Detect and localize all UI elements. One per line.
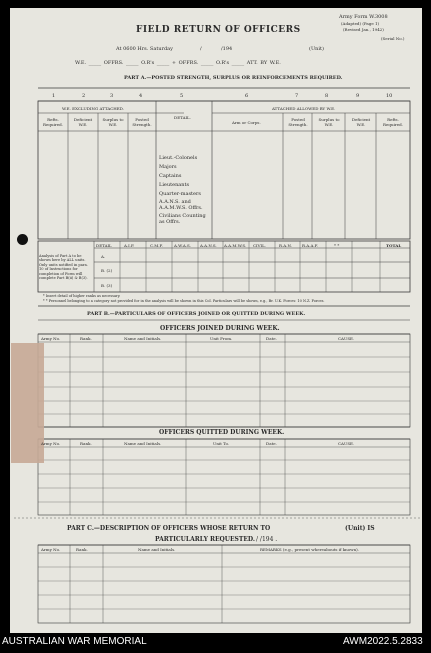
joined-col-unit-from: Unit From.: [210, 336, 233, 341]
col-number-4: 4: [139, 93, 143, 99]
footer-accession: AWM2022.5.2833: [343, 636, 423, 647]
rank-lieut-colonels: Lieut.-Colonels: [159, 155, 198, 161]
group-attached-allowed: ATTACHED ALLOWED BY W.E.: [272, 106, 336, 111]
date-year: /194: [221, 46, 233, 52]
col-att-surplus: Surplus to W.E.: [318, 117, 340, 127]
joined-col-rank: Rank.: [80, 336, 92, 341]
analysis-col-aamws: A.A.M.W.S.: [224, 243, 247, 248]
form-adapted: (Adapted) (Page 1): [341, 21, 380, 26]
analysis-col-civil: CIVIL.: [253, 243, 267, 248]
rank-aans-aamws: A.A.N.S. and A.A.M.W.S. Offrs.: [159, 199, 203, 211]
rank-majors: Majors: [159, 164, 177, 170]
part-a-title: PART A.—POSTED STRENGTH, SURPLUS OR REINFORCEMENTS REQUIRED.: [124, 75, 343, 81]
form-revised: (Revised Jan., 1942): [343, 27, 384, 32]
analysis-col-total: TOTAL: [386, 243, 402, 248]
at-hours-line: At 0600 Hrs. Saturday: [116, 46, 173, 52]
col-number-7: 7: [295, 93, 299, 99]
part-c-date: / /194 .: [256, 536, 278, 543]
analysis-note: Analysis of Part A to be shown here by ALL units. Only units notified in para. 10 of Instructions for completion of Form will complete Part B(ii) & B(3).: [39, 254, 88, 281]
col-surplus-we: Surplus to W.E.: [102, 117, 124, 127]
col-refts-required: Refts. Required.: [43, 117, 63, 127]
col-number-2: 2: [82, 93, 86, 99]
joined-title: OFFICERS JOINED DURING WEEK.: [160, 325, 280, 332]
col-number-9: 9: [356, 93, 360, 99]
footnote-2: * * Personnel belonging to a category not provided for in the analysis will be shown in this Col. Particulars will be shown, e.g., Br. U.K. Forces: 10 N.Z. Forces.: [43, 299, 325, 303]
rank-captains: Captains: [159, 173, 182, 179]
footer-institution: AUSTRALIAN WAR MEMORIAL: [2, 636, 147, 647]
analysis-col-ran: R.A.N.: [279, 243, 292, 248]
analysis-row-b2: B. (2): [101, 268, 113, 273]
part-c-title: PART C.—DESCRIPTION OF OFFICERS WHOSE RETURN TO: [67, 525, 271, 532]
part-c-col-name: Name and Initials.: [138, 547, 176, 552]
col-number-10: 10: [386, 93, 393, 99]
analysis-col-cmf: C.M.F.: [150, 243, 163, 248]
part-c-col-remarks: REMARKS (e.g., present whereabouts if known).: [260, 547, 359, 552]
quitted-col-rank: Rank.: [80, 441, 92, 446]
part-c-unit-is: (Unit) IS: [345, 525, 375, 532]
analysis-col-aans: A.A.N.S.: [200, 243, 217, 248]
analysis-col-aif: A.I.F.: [124, 243, 135, 248]
adhesive-tape-strip: [11, 343, 44, 463]
col-number-8: 8: [325, 93, 329, 99]
joined-col-date: Date.: [266, 336, 277, 341]
part-c-col-rank: Rank.: [76, 547, 88, 552]
quitted-col-army-no: Army No.: [41, 441, 61, 446]
rank-civilians: Civilians Counting as Offrs.: [159, 213, 206, 225]
form-title: FIELD RETURN OF OFFICERS: [136, 25, 301, 35]
col-number-1: 1: [52, 93, 56, 99]
analysis-row-b3: B. (3): [101, 283, 113, 288]
quitted-col-name: Name and Initials.: [124, 441, 162, 446]
unit-label: (Unit): [309, 46, 324, 52]
col-number-5: 5: [180, 93, 184, 99]
quitted-title: OFFICERS QUITTED DURING WEEK.: [159, 429, 285, 436]
col-number-6: 6: [245, 93, 249, 99]
col-arm-corps: Arm or Corps.: [232, 120, 261, 125]
col-att-posted: Posted Strength.: [288, 117, 308, 127]
serial-label: (Serial No.): [381, 36, 405, 41]
form-number: Army Form W.3008: [339, 14, 388, 20]
quitted-col-cause: CAUSE.: [338, 441, 355, 446]
analysis-col-other: * *: [334, 243, 340, 248]
part-b-title: PART B.—PARTICULARS OF OFFICERS JOINED OR QUITTED DURING WEEK.: [87, 311, 306, 317]
we-line: W.E. _____ OFFRS. _____ O.R's _____ + OFFRS. _____ O.R's _____ ATT. BY W.E.: [75, 60, 281, 66]
analysis-col-awas: A.W.A.S.: [174, 243, 191, 248]
col-deficient-we: Deficient W.E.: [73, 117, 93, 127]
date-slash: /: [200, 46, 202, 52]
rank-lieutenants: Lieutenants: [159, 182, 190, 188]
col-att-deficient: Deficient W.E.: [351, 117, 371, 127]
part-c-requested: PARTICULARLY REQUESTED.: [155, 536, 255, 543]
joined-col-cause: CAUSE.: [338, 336, 355, 341]
analysis-col-detail: DETAIL: [96, 243, 112, 248]
quitted-col-date: Date.: [266, 441, 277, 446]
quitted-col-unit-to: Unit To.: [213, 441, 230, 446]
joined-col-army-no: Army No.: [41, 336, 61, 341]
part-c-col-army-no: Army No.: [41, 547, 61, 552]
analysis-col-raaf: R.A.A.F.: [302, 243, 319, 248]
joined-col-name: Name and Initials.: [124, 336, 162, 341]
footnote-1: * Insert detail of higher ranks as necessary.: [43, 294, 121, 298]
analysis-row-a: A.: [101, 254, 106, 259]
col-number-3: 3: [110, 93, 114, 99]
col-att-refts: Refts. Required.: [383, 117, 403, 127]
group-we-excluding: W.E. EXCLUDING ATTACHED.: [62, 106, 125, 111]
col-posted-strength: Posted Strength.: [132, 117, 152, 127]
rank-quartermasters: Quarter-masters: [159, 191, 201, 197]
col-detail: DETAIL.: [174, 115, 191, 120]
